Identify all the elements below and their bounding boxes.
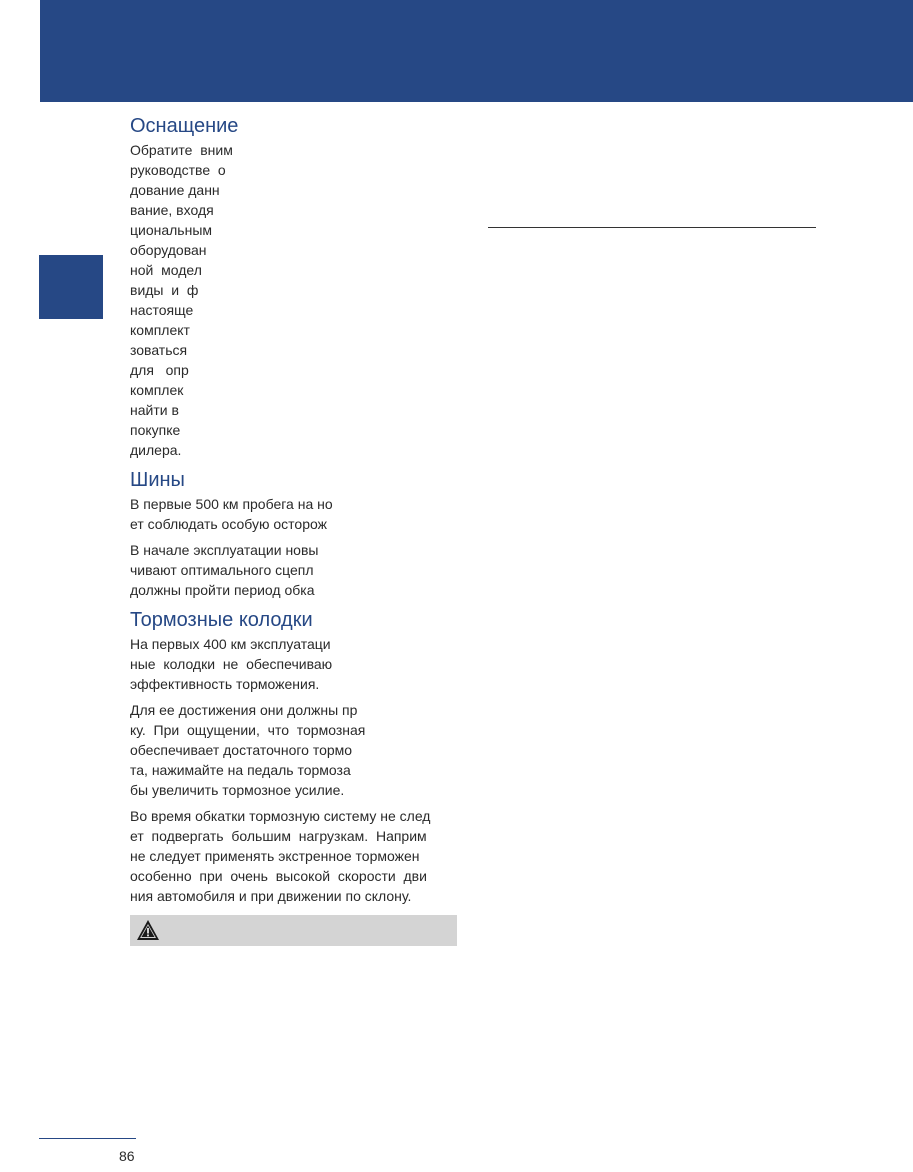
text-line: не следует применять экстренное торможен bbox=[130, 848, 420, 864]
text-line: настояще bbox=[130, 302, 194, 318]
section-heading: Шины bbox=[130, 469, 185, 491]
text-line: На первых 400 км эксплуатаци bbox=[130, 636, 331, 652]
text-line: ния автомобиля и при движении по склону. bbox=[130, 888, 412, 904]
paragraph bbox=[130, 806, 460, 906]
footer-rule bbox=[39, 1138, 136, 1139]
text-line: дилера. bbox=[130, 442, 182, 458]
paragraph bbox=[130, 540, 460, 600]
text-line: ной модел bbox=[130, 262, 202, 278]
text-line: В начале эксплуатации новы bbox=[130, 542, 319, 558]
text-line: бы увеличить тормозное усилие. bbox=[130, 782, 345, 798]
text-line: зоваться bbox=[130, 342, 188, 358]
paragraph bbox=[130, 700, 460, 800]
text-line: ет соблюдать особую осторож bbox=[130, 516, 327, 532]
text-line: циональным bbox=[130, 222, 213, 238]
text-line: Для ее достижения они должны пр bbox=[130, 702, 358, 718]
section-heading: Тормозные колодки bbox=[130, 609, 313, 631]
warning-triangle-icon bbox=[136, 919, 160, 941]
text-line: ные колодки не обеспечиваю bbox=[130, 656, 333, 672]
text-line: особенно при очень высокой скорости дви bbox=[130, 868, 427, 884]
text-line: должны пройти период обка bbox=[130, 582, 315, 598]
section-heading: Оснащение bbox=[130, 115, 239, 137]
paragraph bbox=[130, 494, 460, 534]
text-line: Во время обкатки тормозную систему не след bbox=[130, 808, 431, 824]
warning-banner bbox=[130, 915, 457, 946]
section-equipment bbox=[130, 112, 460, 460]
page-number: 86 bbox=[119, 1148, 135, 1164]
text-line: для опр bbox=[130, 362, 189, 378]
text-line: виды и ф bbox=[130, 282, 199, 298]
paragraph bbox=[130, 634, 460, 694]
text-line: В первые 500 км пробега на но bbox=[130, 496, 333, 512]
text-line: дование данн bbox=[130, 182, 220, 198]
chapter-tab-marker bbox=[39, 255, 103, 319]
text-line: ет подвергать большим нагрузкам. Наприм bbox=[130, 828, 427, 844]
header-band bbox=[40, 0, 913, 102]
text-line: покупке bbox=[130, 422, 181, 438]
text-line: найти в bbox=[130, 402, 179, 418]
section-tires bbox=[130, 466, 460, 600]
text-line: вание, входя bbox=[130, 202, 214, 218]
text-line: комплек bbox=[130, 382, 184, 398]
section-brake-pads bbox=[130, 606, 460, 906]
text-line: ку. При ощущении, что тормозная bbox=[130, 722, 366, 738]
text-line: та, нажимайте на педаль тормоза bbox=[130, 762, 351, 778]
text-line: эффективность торможения. bbox=[130, 676, 320, 692]
text-line: обеспечивает достаточного тормо bbox=[130, 742, 353, 758]
main-column bbox=[130, 112, 460, 946]
text-line: оборудован bbox=[130, 242, 207, 258]
paragraph bbox=[130, 140, 460, 460]
text-line: Обратите вним bbox=[130, 142, 233, 158]
column-divider-line bbox=[488, 227, 816, 228]
text-line: руководстве о bbox=[130, 162, 226, 178]
text-line: чивают оптимального сцепл bbox=[130, 562, 314, 578]
text-line: комплект bbox=[130, 322, 190, 338]
